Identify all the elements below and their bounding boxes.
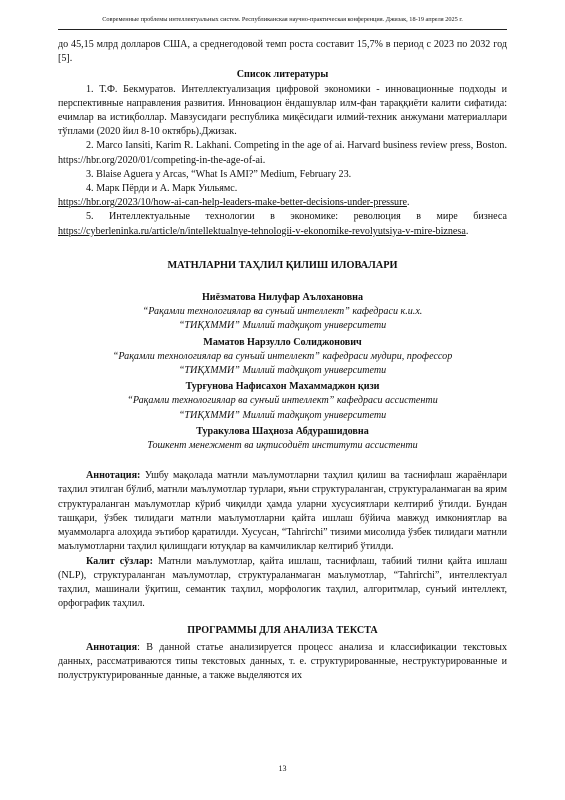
reference-punct: .	[406, 197, 410, 209]
author-affiliation: “ТИҚХММИ” Миллий тадқиқот университети	[178, 365, 387, 377]
abstract-ru-label: Аннотация	[86, 641, 138, 653]
reference-link[interactable]: https://cyberleninka.ru/article/n/intellektualnye-tehnologii-v-ekonomike-revolyutsiya-v-mire-biznesa	[58, 225, 466, 237]
author-affiliation: “Рақамли технологиялар ва сунъий интеллект” кафедраси мудири, профессор	[112, 350, 453, 362]
reference-item: 3. Blaise Aguera y Arcas, “What Is AMI?” Medium, February 23.	[86, 168, 352, 180]
reference-link[interactable]: https://hbr.org/2023/10/how-ai-can-help-leaders-make-better-decisions-under-pressure	[58, 197, 407, 209]
reference-item: 2. Marco Iansiti, Karim R. Lakhani. Competing in the age of ai. Harvard business review press, Boston. https://hbr.org/2020/01/competing-in-the-age-of-ai.	[58, 140, 507, 166]
reference-text: 5. Интеллектуальные технологии в экономике: революция в мире бизнеса	[86, 211, 507, 223]
reference-link-line	[58, 196, 507, 210]
keywords-text: Матнли маълумотлар, қайта ишлаш, таснифлаш, табиий тилни қайта ишлаш (NLP), структураланган маълумотлар, структураланмаган маълумотлар, “Tahrirchi”, интеллектуал таҳлил, машинали ўқитиш, семантик таҳлил, морфологик таҳлил, алгоритмлар, сунъий интеллект, орфографик таҳлил.	[58, 555, 507, 610]
running-header: Современные проблемы интеллектуальных систем. Республиканская научно-практическая конференция. Джизак, 18-19 апреля 2025 г.	[102, 16, 463, 23]
author-affiliation: “ТИҚХММИ” Миллий тадқиқот университети	[178, 320, 387, 332]
reference-item: 1. Т.Ф. Бекмуратов. Интеллектуализация цифровой экономики - инновационные подходы и перспективные направления развития. Инновацион ёндашувлар илм-фан тараққиёти калити сифатида: ечимлар ва истиқболлар. Мавзусидаги республика миқёсидаги илмий-техник анжумани материаллари тўплами (2020 йил 8-10 октябрь).Джизак.	[58, 83, 507, 138]
abstract-text: Ушбу мақолада матнли маълумотларни таҳлил қилиш ва таснифлаш жараёнлари таҳлил этилган бўлиб, матнли маълумотлар турлари, яъни структураланган, структураланмаган ва ярим структураланган маълумотлар кўриб чиқилди ҳамда уларни хусусиятлари келтириб ўтилди. Бундан ташқари, ўзбек тилидаги матнли маълумотларни қайта ишлаш бўйича мавжуд имкониятлар ва муаммоларга алоҳида эътибор қаратилди. Хусусан, “Tahrirchi” тизими мисолида ўзбек тилидаги матнли маълумотларни таҳлил қилишдаги ютуқлар ва камчиликлар келтириб ўтилди.	[58, 470, 507, 553]
intro-paragraph: до 45,15 млрд долларов США, а среднегодовой темп роста составит 15,7% в период с 2023 по 2032 год [5].	[58, 39, 507, 65]
reference-item: 4. Марк Пёрди и А. Марк Уильямс.	[86, 183, 238, 195]
keywords-label: Калит сўзлар:	[86, 555, 153, 567]
author-affiliation: “ТИҚХММИ” Миллий тадқиқот университети	[178, 409, 387, 421]
author-name: Туракулова Шаҳноза Абдурашидовна	[196, 425, 369, 437]
author-name: Турғунова Нафисахон Махаммаджон қизи	[185, 381, 380, 393]
references-title: Список литературы	[236, 69, 329, 81]
abstract-label: Аннотация:	[86, 470, 141, 482]
author-affiliation: “Рақамли технологиялар ва сунъий интеллект” кафедраси к.и.х.	[142, 306, 423, 318]
abstract-paragraph	[58, 469, 507, 554]
header-rule	[58, 29, 507, 30]
abstract-ru-text: : В данной статье анализируется процесс анализа и классификации текстовых данных, рассматриваются типы текстовых данных, т. е. структурированные, неструктурированные и полуструктурированные данные, а также выделяются их	[58, 641, 507, 681]
article-title: МАТНЛАРНИ ТАҲЛИЛ ҚИЛИШ ИЛОВАЛАРИ	[167, 259, 398, 271]
reference-punct: .	[465, 225, 469, 237]
author-name: Маматов Нарзулло Солиджонович	[203, 336, 362, 348]
abstract-ru-paragraph	[58, 641, 507, 684]
author-name: Ниёзматова Нилуфар Аълохановна	[201, 292, 364, 304]
keywords-paragraph	[58, 555, 507, 612]
page-number: 13	[278, 764, 287, 773]
page-content	[58, 38, 507, 683]
author-affiliation: “Рақамли технологиялар ва сунъий интеллект” кафедраси ассистенти	[127, 395, 438, 407]
section-title: ПРОГРАММЫ ДЛЯ АНАЛИЗА ТЕКСТА	[187, 625, 378, 637]
reference-item	[58, 210, 507, 238]
author-affiliation: Тошкент менежмент ва иқтисодиёт институти ассистенти	[147, 440, 418, 452]
